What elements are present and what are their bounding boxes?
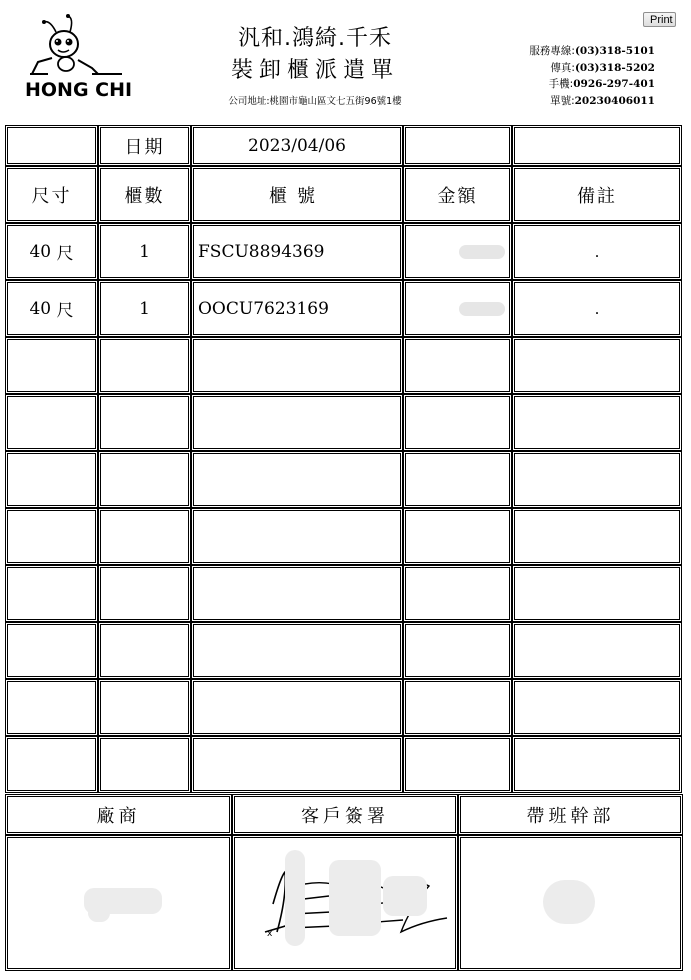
logo-text: HONG CHI: [25, 79, 132, 101]
count-cell: 1: [98, 280, 191, 337]
shift-leader-label-cell: [458, 794, 683, 835]
empty-cell: [403, 125, 512, 166]
date-value: 2023/04/06: [191, 125, 403, 166]
customer-signature-label: 客戶簽署: [301, 805, 389, 827]
size-cell: 40 尺: [5, 280, 98, 337]
fax-line: [529, 60, 655, 77]
shift-leader-label: 帶班幹部: [526, 805, 615, 827]
redaction-block: [383, 876, 427, 916]
customer-signature-box: [232, 835, 458, 971]
contact-block: [529, 43, 655, 109]
container-number-cell: OOCU7623169: [191, 280, 403, 337]
count-cell: 1: [98, 223, 191, 280]
print-button[interactable]: Print: [643, 12, 676, 27]
remarks-cell: .: [512, 223, 682, 280]
amount-cell: [403, 223, 512, 280]
form-number-label: 單號:: [550, 94, 575, 107]
amount-header: 金額: [403, 166, 512, 223]
redaction-block: [543, 880, 595, 924]
service-label: 服務專線:: [529, 45, 575, 57]
fax-number: (03)318-5202: [574, 61, 655, 74]
date-label: 日期: [98, 125, 191, 166]
fax-label: 傳真:: [550, 61, 575, 74]
customer-signature-label-cell: [232, 794, 458, 835]
mobile-number: 0926-297-401: [573, 78, 655, 90]
container-number-header: 櫃號: [191, 166, 403, 223]
mobile-line: [529, 76, 655, 93]
company-name: 汎和.鴻綺.千禾: [238, 26, 392, 51]
size-header: 尺寸: [5, 166, 98, 223]
redaction-block: [88, 904, 110, 922]
document-title: 裝卸櫃派遣單: [230, 58, 399, 83]
remarks-header: 備註: [512, 166, 682, 223]
redaction-block: [329, 860, 381, 936]
count-header: 櫃數: [98, 166, 191, 223]
empty-cell: [5, 125, 98, 166]
vendor-label: 廠商: [96, 805, 141, 827]
shift-leader-signature-box: [458, 835, 683, 971]
vendor-label-cell: [5, 794, 232, 835]
amount-cell: [403, 280, 512, 337]
mobile-label: 手機:: [548, 78, 574, 90]
vendor-signature-box: [5, 835, 232, 971]
company-address: 公司地址:桃園市龜山區文七五街96號1樓: [228, 96, 402, 107]
remarks-cell: .: [512, 280, 682, 337]
service-line: [529, 43, 655, 60]
redaction-block: [285, 850, 305, 946]
redacted-amount: [459, 302, 505, 316]
hong-chi-logo: [22, 12, 132, 102]
container-number-cell: FSCU8894369: [191, 223, 403, 280]
redacted-amount: [459, 245, 505, 259]
service-number: (03)318-5101: [574, 45, 655, 57]
size-cell: 40 尺: [5, 223, 98, 280]
form-number-line: [529, 93, 655, 110]
form-number: 20230406011: [574, 94, 655, 107]
svg-text:x: x: [267, 929, 273, 939]
empty-cell: [512, 125, 682, 166]
